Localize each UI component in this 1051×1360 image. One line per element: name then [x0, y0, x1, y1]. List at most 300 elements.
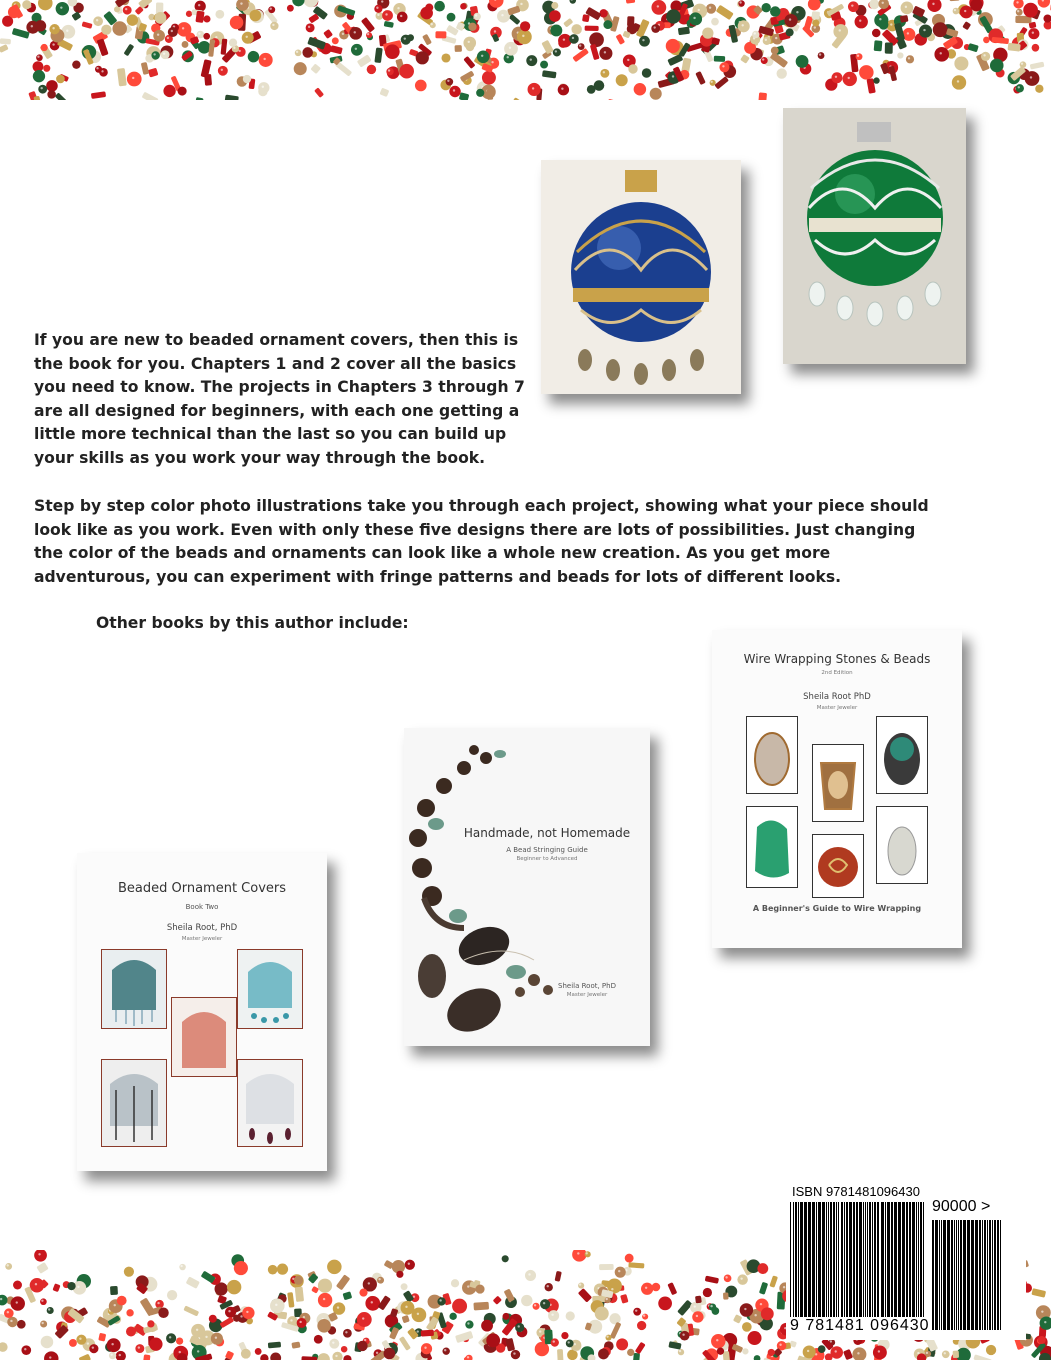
- seed-bead: [401, 1283, 408, 1290]
- book-author-note: Master Jeweler: [816, 705, 858, 711]
- bead-highlight: [66, 30, 68, 32]
- seed-bead: [147, 1320, 154, 1327]
- bugle-bead: [287, 1292, 294, 1308]
- bead-highlight: [1044, 1321, 1046, 1323]
- barcode-bar: [1000, 1220, 1001, 1330]
- seed-bead: [40, 1298, 47, 1305]
- seed-bead: [163, 85, 175, 97]
- seed-bead: [906, 55, 914, 63]
- seed-bead: [277, 1264, 288, 1275]
- seed-bead: [149, 1338, 162, 1351]
- seed-bead: [1038, 1336, 1046, 1344]
- seed-bead: [897, 52, 903, 58]
- barcode-bar: [790, 1202, 791, 1320]
- bead-highlight: [567, 1341, 569, 1343]
- barcode-bar: [885, 1202, 886, 1320]
- bugle-bead: [620, 1294, 628, 1304]
- seed-bead: [449, 1313, 456, 1320]
- bead-highlight: [468, 41, 470, 43]
- barcode-bar: [841, 1202, 843, 1320]
- bead-highlight: [96, 19, 98, 21]
- bead-highlight: [196, 1329, 198, 1331]
- seed-bead: [127, 14, 138, 25]
- bead-strand-illustration: [404, 728, 650, 1046]
- bead-highlight: [263, 58, 265, 60]
- barcode-bar: [874, 1202, 876, 1320]
- bugle-bead: [843, 1349, 853, 1360]
- barcode-bar: [909, 1202, 911, 1320]
- seed-bead: [126, 1309, 133, 1316]
- bead-highlight: [405, 1306, 407, 1308]
- barcode-bar: [918, 1202, 919, 1320]
- bugle-bead: [493, 1296, 502, 1305]
- bead-highlight: [765, 39, 767, 41]
- bead-highlight: [710, 81, 712, 83]
- seed-bead: [641, 1283, 653, 1295]
- seed-bead: [551, 2, 558, 9]
- bead-highlight: [275, 1304, 277, 1306]
- seed-bead: [270, 1299, 285, 1314]
- seed-bead: [421, 1343, 432, 1354]
- barcode-bar: [982, 1220, 983, 1330]
- bugle-bead: [555, 1271, 562, 1282]
- seed-bead: [56, 2, 69, 15]
- seed-bead: [248, 51, 259, 62]
- bead-highlight: [926, 1352, 928, 1354]
- bead-highlight: [585, 1252, 587, 1254]
- bead-highlight: [604, 51, 606, 53]
- bead-highlight: [744, 1308, 746, 1310]
- bugle-bead: [557, 1349, 563, 1360]
- bead-highlight: [179, 1351, 181, 1353]
- seed-bead: [260, 1354, 268, 1360]
- seed-bead: [712, 1307, 720, 1315]
- barcode-bar: [826, 1202, 827, 1320]
- barcode-addon-bars: [932, 1220, 1008, 1332]
- seed-bead: [848, 1, 859, 12]
- bugle-bead: [667, 54, 683, 66]
- seed-bead: [318, 1353, 330, 1360]
- bead-highlight: [92, 1346, 94, 1348]
- pendant-thumbnail: [746, 716, 798, 794]
- bead-highlight: [323, 1298, 325, 1300]
- bugle-bead: [91, 91, 106, 99]
- seed-bead: [38, 0, 53, 10]
- seed-bead: [211, 1333, 223, 1345]
- bead-highlight: [41, 1322, 43, 1324]
- barcode-bar: [859, 1202, 862, 1320]
- seed-bead: [768, 1349, 775, 1356]
- seed-bead: [34, 1250, 47, 1262]
- bugle-bead: [874, 40, 883, 51]
- bead-highlight: [119, 1354, 121, 1356]
- seed-bead: [135, 1344, 144, 1353]
- bugle-bead: [1008, 43, 1021, 52]
- seed-bead: [605, 1297, 611, 1303]
- seed-bead: [927, 0, 941, 12]
- bugle-bead: [505, 1338, 515, 1352]
- bugle-bead: [435, 31, 446, 38]
- bugle-bead: [402, 1315, 410, 1323]
- bead-highlight: [60, 6, 62, 8]
- seed-bead: [430, 22, 436, 28]
- barcode-bar: [975, 1220, 978, 1330]
- bugle-bead: [733, 1314, 742, 1323]
- seed-bead: [566, 1311, 575, 1320]
- bead-highlight: [355, 48, 357, 50]
- bead-highlight: [905, 6, 907, 8]
- bugle-bead: [220, 1316, 235, 1328]
- barcode-bar: [793, 1202, 794, 1320]
- barcode-bar: [979, 1220, 981, 1330]
- ornament-thumbnail: [101, 949, 167, 1029]
- seed-bead: [466, 43, 474, 51]
- barcode-bar: [971, 1220, 974, 1330]
- bead-highlight: [983, 54, 985, 56]
- seed-bead: [270, 22, 278, 30]
- seed-bead: [215, 10, 224, 19]
- bead-highlight: [878, 1350, 880, 1352]
- bead-highlight: [740, 1277, 742, 1279]
- seed-bead: [317, 1319, 331, 1333]
- bugle-bead: [82, 21, 93, 28]
- seed-bead: [95, 66, 102, 73]
- seed-bead: [637, 1321, 646, 1330]
- bead-highlight: [272, 24, 274, 26]
- seed-bead: [258, 82, 269, 93]
- seed-bead: [859, 65, 874, 80]
- book-author-note: Master Jeweler: [566, 992, 608, 998]
- seed-bead: [571, 24, 581, 34]
- seed-bead: [123, 6, 132, 15]
- bead-highlight: [944, 1352, 946, 1354]
- seed-bead: [447, 13, 456, 22]
- bugle-bead: [572, 48, 589, 62]
- seed-bead: [197, 31, 205, 39]
- seed-bead: [294, 62, 307, 75]
- bugle-bead: [991, 37, 1009, 44]
- book-author: Sheila Root PhD: [803, 692, 871, 702]
- seed-bead: [901, 2, 914, 15]
- seed-bead: [711, 18, 719, 26]
- bead-highlight: [694, 1305, 696, 1307]
- bugle-bead: [361, 17, 375, 33]
- barcode-bar: [947, 1220, 950, 1330]
- seed-bead: [873, 1345, 887, 1359]
- seed-bead: [153, 30, 165, 42]
- seed-bead: [784, 14, 797, 27]
- bead-highlight: [125, 8, 127, 10]
- seed-bead: [706, 4, 716, 14]
- bugle-bead: [183, 1305, 199, 1316]
- seed-bead: [166, 1333, 176, 1343]
- bead-highlight: [1017, 10, 1019, 12]
- seed-bead: [384, 1348, 396, 1360]
- book-cover-beaded-ornament-covers[interactable]: [77, 853, 327, 1171]
- bugle-bead: [204, 74, 212, 86]
- bugle-bead: [330, 45, 343, 54]
- bugle-bead: [723, 1292, 729, 1299]
- bugle-bead: [599, 1264, 614, 1270]
- seed-bead: [357, 1341, 367, 1351]
- bead-highlight: [553, 1340, 555, 1342]
- seed-bead: [761, 57, 768, 64]
- barcode-bar: [963, 1220, 966, 1330]
- seed-bead: [17, 1320, 26, 1329]
- bead-highlight: [509, 47, 511, 49]
- bead-highlight: [491, 61, 493, 63]
- seed-bead: [69, 1339, 77, 1347]
- bead-highlight: [345, 1331, 347, 1333]
- seed-bead: [786, 28, 794, 36]
- seed-bead: [357, 1312, 372, 1327]
- seed-bead: [606, 1335, 612, 1341]
- pendant-thumbnail: [876, 716, 928, 794]
- seed-bead: [642, 68, 651, 77]
- bead-highlight: [779, 1344, 781, 1346]
- seed-bead: [124, 1267, 134, 1277]
- bead-highlight: [381, 0, 383, 2]
- bugle-bead: [36, 1262, 48, 1274]
- barcode-bar: [830, 1202, 832, 1320]
- seed-bead: [533, 1303, 540, 1310]
- bead-highlight: [110, 1353, 112, 1355]
- seed-bead: [259, 53, 273, 67]
- bead-highlight: [716, 1339, 718, 1341]
- seed-bead: [831, 72, 842, 83]
- bead-highlight: [932, 3, 934, 5]
- seed-bead: [401, 1301, 415, 1315]
- barcode-bar: [898, 1202, 901, 1320]
- seed-bead: [738, 20, 750, 32]
- seed-bead: [327, 1260, 342, 1275]
- bead-highlight: [205, 1336, 207, 1338]
- bead-highlight: [0, 1298, 2, 1300]
- bead-highlight: [882, 2, 884, 4]
- seed-bead: [8, 6, 20, 18]
- seed-bead: [107, 1338, 121, 1352]
- seed-bead: [0, 1342, 8, 1352]
- barcode-bar: [939, 1220, 940, 1330]
- seed-bead: [953, 8, 960, 15]
- bugle-bead: [463, 56, 475, 69]
- seed-bead: [179, 1264, 185, 1270]
- book-author: Sheila Root, PhD: [558, 982, 616, 990]
- book-tagline: A Beginner's Guide to Wire Wrapping: [752, 904, 922, 913]
- bead-highlight: [635, 1309, 637, 1311]
- seed-bead: [615, 1267, 626, 1278]
- bead-highlight: [857, 55, 859, 57]
- bugle-bead: [695, 1296, 702, 1304]
- bead-highlight: [693, 17, 695, 19]
- barcode-bar: [916, 1202, 917, 1320]
- book-title: Handmade, not Homemade: [463, 826, 631, 840]
- price-code: 90000 >: [932, 1198, 991, 1215]
- bead-highlight: [530, 58, 532, 60]
- bead-highlight: [957, 80, 959, 82]
- barcode-bar: [867, 1202, 868, 1320]
- barcode-bar: [877, 1202, 879, 1320]
- seed-bead: [634, 83, 646, 95]
- bead-highlight: [240, 2, 242, 4]
- seed-bead: [803, 1345, 816, 1358]
- seed-bead: [548, 1310, 559, 1321]
- seed-bead: [545, 1283, 553, 1291]
- seed-bead: [155, 12, 167, 24]
- seed-bead: [599, 47, 612, 60]
- seed-bead: [366, 32, 372, 38]
- bead-highlight: [7, 1311, 9, 1313]
- seed-bead: [1038, 0, 1050, 8]
- seed-bead: [680, 1331, 690, 1341]
- bead-highlight: [551, 1314, 553, 1316]
- bead-highlight: [40, 87, 42, 89]
- seed-bead: [449, 86, 460, 97]
- seed-bead: [176, 1337, 183, 1344]
- seed-bead: [401, 35, 411, 45]
- bead-highlight: [198, 4, 200, 6]
- barcode-bar: [994, 1220, 996, 1330]
- bugle-bead: [380, 88, 390, 97]
- bead-highlight: [49, 1356, 51, 1358]
- seed-bead: [101, 25, 111, 35]
- seed-bead: [405, 1260, 415, 1270]
- bugle-bead: [117, 68, 127, 86]
- bead-highlight: [1021, 62, 1023, 64]
- seed-bead: [589, 32, 604, 47]
- bugle-bead: [759, 1282, 768, 1295]
- bead-highlight: [627, 59, 629, 61]
- bead-highlight: [24, 1348, 26, 1350]
- seed-bead: [268, 1265, 278, 1275]
- book-cover-handmade-not-homemade[interactable]: [404, 728, 650, 1046]
- bead-border-top: [0, 0, 1051, 100]
- isbn-label: ISBN 9781481096430: [792, 1184, 920, 1199]
- seed-bead: [161, 50, 170, 59]
- bugle-bead: [900, 15, 909, 23]
- seed-bead: [168, 27, 178, 37]
- bugle-bead: [374, 47, 382, 63]
- seed-bead: [76, 1335, 86, 1345]
- seed-bead: [1035, 85, 1043, 93]
- seed-bead: [198, 41, 211, 54]
- bead-highlight: [290, 1319, 292, 1321]
- bugle-bead: [541, 40, 553, 55]
- seed-bead: [585, 1251, 591, 1257]
- bead-highlight: [246, 1311, 248, 1313]
- bead-highlight: [299, 1321, 301, 1323]
- bead-highlight: [153, 53, 155, 55]
- bead-highlight: [424, 1347, 426, 1349]
- seed-bead: [203, 33, 210, 40]
- seed-bead: [856, 53, 863, 60]
- seed-bead: [952, 75, 966, 89]
- barcode-bar: [912, 1202, 915, 1320]
- bead-highlight: [563, 38, 565, 40]
- seed-bead: [724, 1275, 732, 1283]
- barcode-bar: [881, 1202, 884, 1320]
- bugle-bead: [110, 1286, 118, 1295]
- seed-bead: [578, 1283, 584, 1289]
- bead-highlight: [561, 88, 563, 90]
- seed-bead: [627, 1349, 634, 1356]
- seed-bead: [234, 1261, 248, 1275]
- barcode-bar: [863, 1202, 864, 1320]
- ornament-thumbnail: [171, 997, 237, 1077]
- bead-highlight: [52, 43, 54, 45]
- bugle-bead: [343, 1291, 353, 1300]
- bead-highlight: [830, 1340, 832, 1342]
- barcode-bar: [872, 1202, 873, 1320]
- book-cover-wire-wrapping[interactable]: [712, 630, 962, 948]
- bugle-bead: [885, 42, 893, 53]
- seed-bead: [855, 15, 868, 28]
- bead-highlight: [522, 35, 524, 37]
- barcode-bar: [816, 1202, 817, 1320]
- seed-bead: [711, 1334, 725, 1348]
- bead-highlight: [857, 1352, 859, 1354]
- seed-bead: [127, 72, 142, 87]
- seed-bead: [233, 1315, 240, 1322]
- bugle-bead: [740, 54, 750, 64]
- bugle-bead: [225, 95, 239, 100]
- bead-highlight: [169, 1336, 171, 1338]
- seed-bead: [1028, 28, 1039, 39]
- seed-bead: [954, 56, 968, 70]
- bugle-bead: [422, 34, 432, 46]
- seed-bead: [502, 1255, 509, 1262]
- isbn-digits: 9 781481 096430: [790, 1317, 930, 1334]
- seed-bead: [67, 1282, 75, 1290]
- seed-bead: [740, 1303, 753, 1316]
- barcode-bar: [865, 1202, 866, 1320]
- seed-bead: [609, 1313, 620, 1324]
- barcode-bar: [844, 1202, 845, 1320]
- bead-highlight: [362, 1317, 364, 1319]
- seed-bead: [255, 1348, 262, 1355]
- seed-bead: [599, 9, 607, 17]
- bead-highlight: [467, 1322, 469, 1324]
- bead-highlight: [77, 1286, 79, 1288]
- seed-bead: [748, 1331, 762, 1345]
- seed-bead: [46, 80, 58, 92]
- seed-bead: [710, 80, 716, 86]
- seed-bead: [229, 39, 237, 47]
- seed-bead: [203, 15, 210, 22]
- seed-bead: [318, 1293, 332, 1307]
- bugle-bead: [625, 0, 635, 4]
- seed-bead: [30, 1278, 44, 1292]
- bead-highlight: [534, 1304, 536, 1306]
- barcode-bar: [836, 1202, 837, 1320]
- bead-highlight: [467, 1285, 469, 1287]
- bead-highlight: [111, 1343, 113, 1345]
- bead-highlight: [308, 26, 310, 28]
- seed-bead: [616, 1338, 628, 1350]
- bead-highlight: [367, 33, 369, 35]
- bead-highlight: [157, 34, 159, 36]
- seed-bead: [1025, 71, 1040, 86]
- seed-bead: [763, 37, 771, 45]
- seed-bead: [314, 1335, 323, 1344]
- seed-bead: [297, 1318, 307, 1328]
- seed-bead: [526, 55, 537, 66]
- bead-highlight: [376, 1352, 378, 1354]
- bead-highlight: [167, 37, 169, 39]
- bugle-bead: [124, 44, 135, 57]
- bead-highlight: [679, 1350, 681, 1352]
- seed-bead: [652, 1283, 661, 1292]
